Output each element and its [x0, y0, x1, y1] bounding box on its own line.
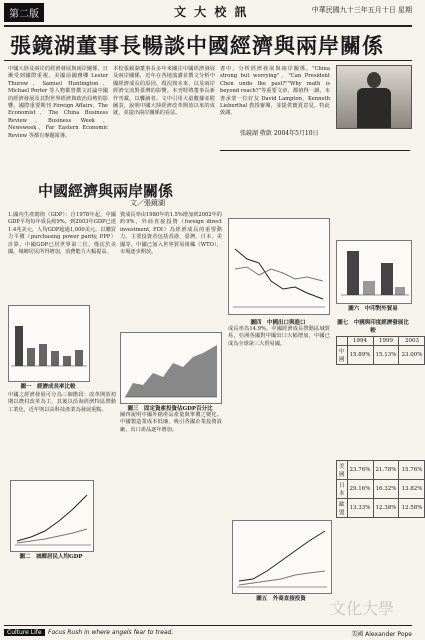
headline: 張鏡湖董事長暢談中國經濟與兩岸關係	[10, 34, 384, 58]
author-photo	[336, 65, 412, 129]
figure-4-lines	[229, 219, 329, 314]
article-subhead: 中國經濟與兩岸關係	[38, 182, 174, 200]
figure-5-caption: 圖五 外商直接投資	[256, 596, 306, 602]
body-column-5: 圖四說明中國外銷產品產量與單價之變化。中國製造業成本低廉，吸引各國企業投資設廠，出口產品逐年增加。	[120, 412, 222, 433]
figure-3-chart	[120, 332, 222, 404]
body-column-4: 中國之經濟發展可分為三個階段：改革開放初期以農村改革為主，其後以沿海經濟特區帶動工業化，近年則以高科技產業為發展重點。	[8, 392, 116, 413]
figure-6-bars	[337, 241, 411, 303]
figure-2-lines	[11, 481, 93, 551]
figure-4-caption: 圖四 中國出口與進口	[250, 320, 306, 326]
intro-column-2: 本校張鏡湖董事長多年來關注中國經濟發展及兩岸關係，近年在各地演講並撰文分析中國經濟成長的原因、現況與未來，以及兩岸經濟交流對臺灣的影響。本刊特將董事長新作刊載，以饗讀者。文中引用大量數據並附圖表，說明中國大陸經濟改革開放以來的成就，並提出兩岸關係的看法。	[113, 66, 215, 117]
figure-6-caption: 圖六 中印對外貿易	[348, 306, 398, 312]
table-row: 歐盟 13.33% 12.38% 12.58%	[337, 499, 425, 518]
watermark: 文化大學	[330, 599, 395, 618]
figure-6-chart	[336, 240, 412, 304]
signature: 張鏡湖 敬啟 2004年5月10日	[240, 130, 319, 137]
footer-rule	[4, 625, 412, 626]
body-column-3: 成長率為14.9%。中國經濟成長帶動區域貿易，亞洲各國對中國出口大幅增加，中國已成為全球第三大貿易國。	[228, 326, 330, 347]
table-row: 美國 23.76% 21.78% 15.76%	[337, 461, 425, 480]
intro-column-1: 中國大陸及兩岸的經濟發展與兩岸關係，日漸受到國際重視。美國前國務卿 Lester Thurow、Samuel Huntington、Michael Porter 等人物都曾撰文討論中國的經濟發展及其對世界經濟與政治局勢的影響。國際重要期刊 Foreign Affairs、The Economist、The China Business Review、Business Week、Newsweek、Far Eastern Economic Review 等都有專題報導。	[8, 66, 108, 139]
figure-4-chart	[228, 218, 330, 315]
table-row: 日本 29.16% 16.32% 13.82%	[337, 480, 425, 499]
table-header-row: 1994 1999 2003	[337, 337, 425, 346]
figure-1-bars	[9, 306, 89, 381]
figure-2-caption: 圖二 城鄉居民人均GDP	[19, 554, 83, 560]
footer-attribution: 美國 Alexander Pope	[351, 631, 412, 638]
footer-quote: Focus Rush in where angels fear to tread.	[48, 629, 174, 636]
comparison-table-2	[336, 460, 423, 518]
masthead: 文 大 校 訊	[174, 5, 249, 19]
issue-date: 中華民國九十三年五月十日 星期	[311, 6, 412, 14]
figure-3-area	[121, 333, 221, 403]
intro-column-3: 書中，分析經濟發展與兩岸關係。"China strong but worrying"，"Can President Chen undo the past?""Why math is beyond reach?"等重要文章，都值得一讀。本書承蒙一位好友 David Lampton、Kenneth Lieberthal 教授審閱，並提供寶貴意見，特此致謝。	[220, 66, 330, 117]
body-column-1: 1.國內生產總值（GDP）：自1978年起，中國GDP平均每年成長約9%，到2003年GDP已達1.4兆美元，人均GDP超過1,000美元。以購買力平價（purchasing power parity, PPP）計算，中國GDP已居世界第二位，僅次於美國。城鄉居民所得增加，消費能力大幅提高。	[8, 212, 116, 256]
body-column-2: 資成長率由1980年的1.5%增加到2002年的約9%，外商直接投資（foreign direct investment, FDI）為經濟成長的重要動力。主要投資者包括香港、臺灣、日本、美國等。中國已加入世界貿易組織（WTO），市場逐步開放。	[120, 212, 222, 256]
table-row: 中國 15.89% 15.13% 23.00%	[337, 346, 425, 365]
figure-3-caption: 圖三 固定資產投資佔GDP百分比	[127, 406, 213, 412]
headline-rule	[4, 60, 412, 61]
page-footer	[4, 628, 412, 638]
table-caption: 圖七 中國與印度經濟發展比較	[337, 320, 409, 334]
page-header	[4, 3, 412, 25]
figure-2-chart	[10, 480, 94, 552]
byline: 文／張鏡湖	[130, 199, 165, 207]
figure-5-lines	[233, 521, 331, 593]
intro-rule	[220, 150, 410, 151]
footer-section: Culture Life	[4, 629, 45, 636]
edition-label: 第二版	[4, 3, 44, 22]
comparison-table	[336, 318, 423, 365]
figure-1-chart	[8, 305, 90, 382]
header-rule	[4, 25, 412, 27]
figure-5-chart	[232, 520, 332, 594]
figure-1-caption: 圖一 經濟成長率比較	[20, 384, 76, 390]
